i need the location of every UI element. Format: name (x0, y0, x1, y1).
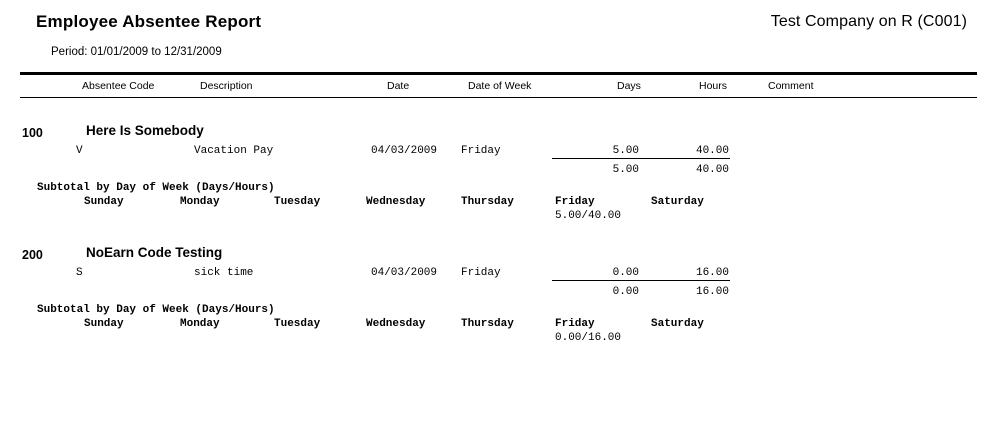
row-description: Vacation Pay (194, 145, 274, 157)
weekday-header-monday: Monday (180, 196, 220, 208)
weekday-header-monday: Monday (180, 318, 220, 330)
column-header-row (20, 75, 977, 97)
column-header-days: Days (617, 80, 641, 92)
group-total-days: 0.00 (612, 286, 639, 298)
weekday-header-wednesday: Wednesday (366, 196, 426, 208)
column-header-hours: Hours (699, 80, 728, 92)
group-number: 200 (22, 248, 43, 262)
row-day-of-week: Friday (461, 145, 501, 157)
weekday-header-thursday: Thursday (461, 318, 514, 330)
weekday-header-sunday: Sunday (84, 196, 124, 208)
subtotal-label: Subtotal by Day of Week (Days/Hours) (37, 182, 275, 194)
report-period: Period: 01/01/2009 to 12/31/2009 (51, 46, 222, 58)
row-description: sick time (194, 267, 254, 279)
column-header-date-of-week: Date of Week (468, 80, 532, 92)
row-date: 04/03/2009 (371, 267, 438, 279)
column-header-date: Date (387, 80, 410, 92)
weekday-header-tuesday: Tuesday (274, 318, 321, 330)
group-name: NoEarn Code Testing (86, 245, 223, 260)
group-number: 100 (22, 126, 43, 140)
subtotal-label: Subtotal by Day of Week (Days/Hours) (37, 304, 275, 316)
weekday-header-saturday: Saturday (651, 196, 704, 208)
row-days: 5.00 (612, 145, 639, 157)
row-day-of-week: Friday (461, 267, 501, 279)
column-header-comment: Comment (768, 80, 814, 92)
report-header (14, 0, 983, 32)
page-title: Employee Absentee Report (36, 12, 262, 31)
row-date: 04/03/2009 (371, 145, 438, 157)
weekday-header-friday: Friday (555, 196, 595, 208)
company-name: Test Company on R (C001) (770, 13, 967, 30)
group-total-days: 5.00 (612, 164, 639, 176)
weekday-header-saturday: Saturday (651, 318, 704, 330)
row-hours: 16.00 (695, 267, 729, 279)
weekday-header-friday: Friday (555, 318, 595, 330)
group-total-hours: 40.00 (695, 164, 729, 176)
header-divider-thin (20, 97, 977, 98)
column-header-absentee-code: Absentee Code (82, 80, 155, 92)
weekday-header-tuesday: Tuesday (274, 196, 321, 208)
group-total-rule (552, 280, 730, 281)
weekday-value-friday: 0.00/16.00 (555, 332, 622, 344)
weekday-value-friday: 5.00/40.00 (555, 210, 622, 222)
weekday-header-sunday: Sunday (84, 318, 124, 330)
weekday-header-thursday: Thursday (461, 196, 514, 208)
row-absentee-code: V (76, 145, 83, 157)
row-days: 0.00 (612, 267, 639, 279)
group-total-rule (552, 158, 730, 159)
group-total-hours: 16.00 (695, 286, 729, 298)
group-name: Here Is Somebody (86, 123, 204, 138)
column-header-description: Description (200, 80, 253, 92)
row-hours: 40.00 (695, 145, 729, 157)
row-absentee-code: S (76, 267, 83, 279)
weekday-header-wednesday: Wednesday (366, 318, 426, 330)
